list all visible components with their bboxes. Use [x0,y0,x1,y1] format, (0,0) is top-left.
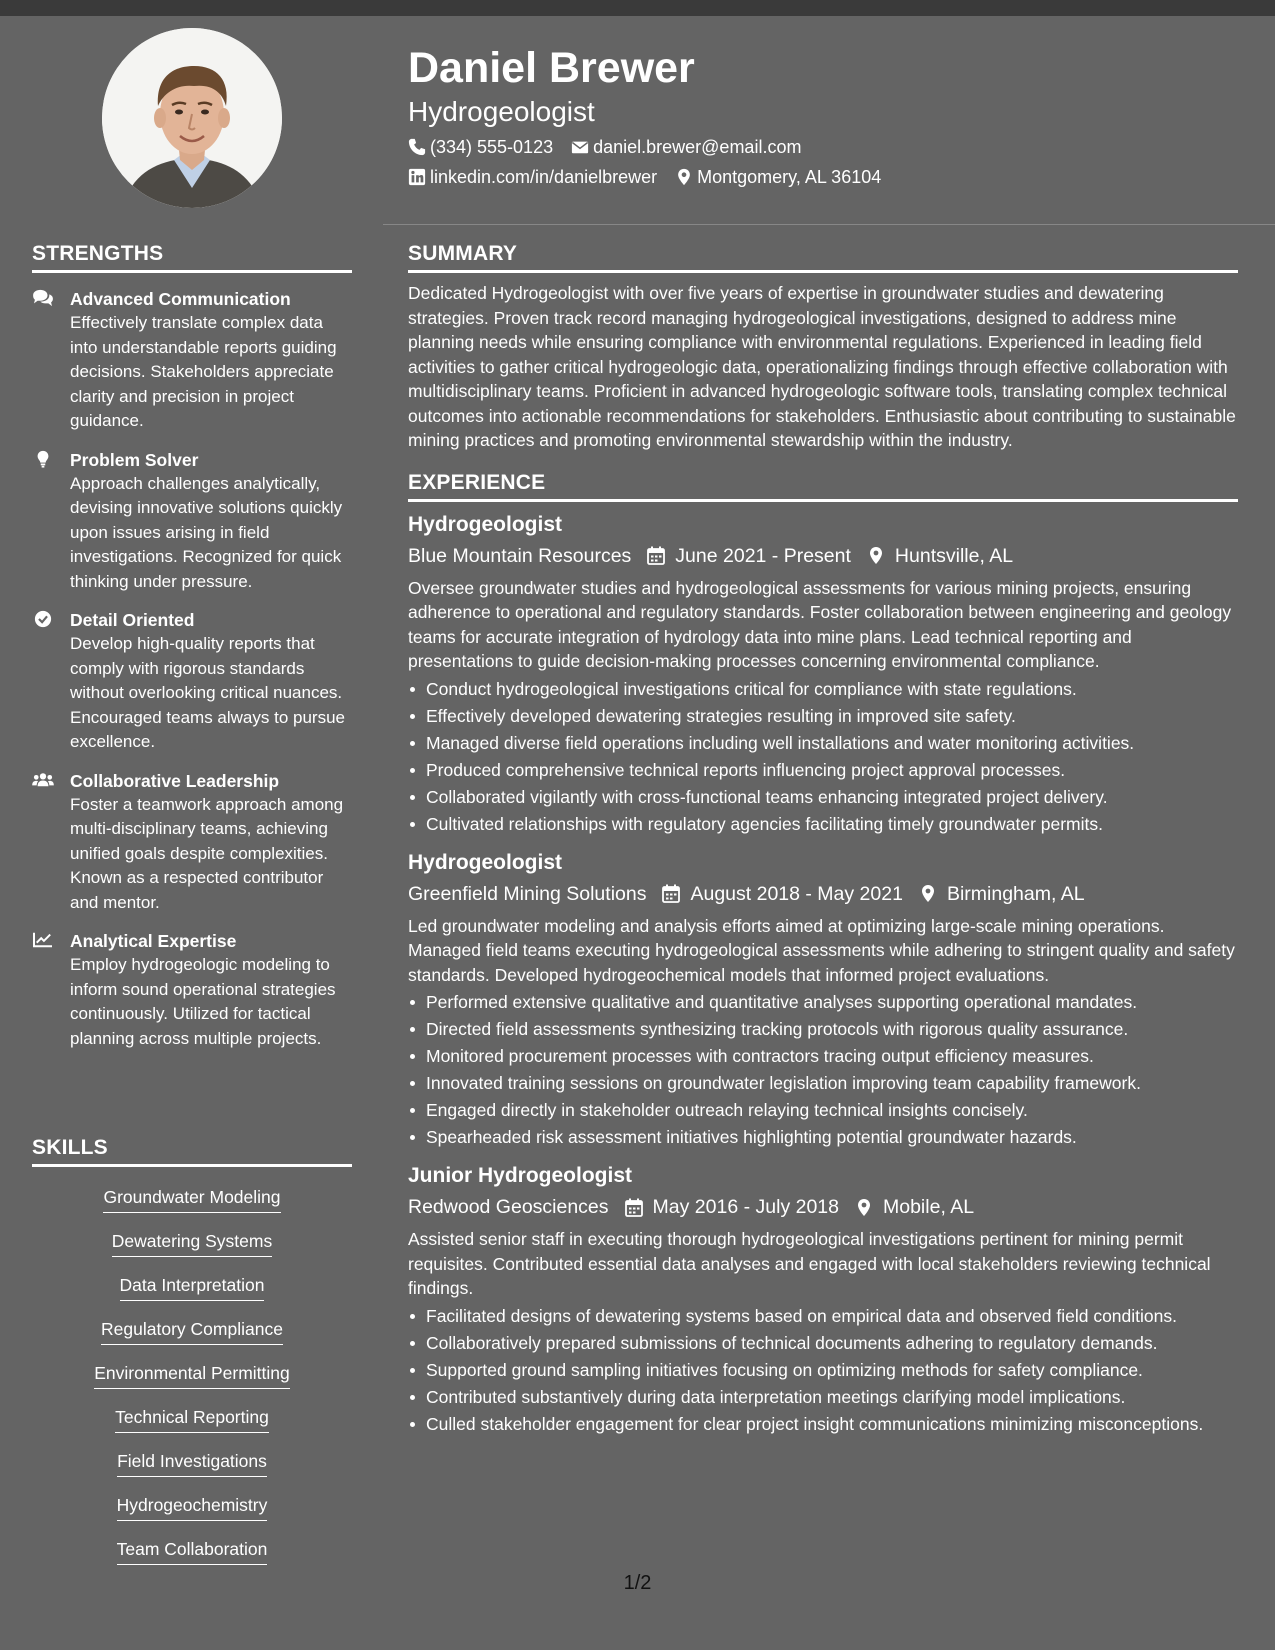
strength-description: Employ hydrogeologic modeling to inform sound operational strategies continuously. Utilized for tactical planning across multiple projects. [70,955,336,1048]
job-title: Hydrogeologist [408,850,563,874]
email-contact [571,132,801,162]
job-bullets [408,677,1238,836]
date-range: August 2018 - May 2021 [690,882,903,905]
job-bullet: Spearheaded risk assessment initiatives highlighting potential groundwater hazards. [408,1125,1238,1149]
location-contact [675,162,881,192]
job-bullet: Collaboratively prepared submissions of technical documents adhering to regulatory demands. [408,1331,1238,1355]
candidate-role: Hydrogeologist [408,96,595,127]
skill-item: Field Investigations [117,1449,267,1477]
right-column [408,242,1238,1436]
job-company [408,540,631,572]
linkedin-url: linkedin.com/in/danielbrewer [430,167,658,187]
job-bullets [408,1304,1238,1436]
phone-contact [408,132,553,162]
strength-item [32,769,352,916]
resume-page [0,16,1275,1650]
linkedin-contact [408,162,657,192]
company-name: Greenfield Mining Solutions [408,882,647,905]
location-name: Huntsville, AL [894,544,1014,567]
date-range: May 2016 - July 2018 [652,1196,839,1218]
strength-title: Problem Solver [70,449,199,470]
envelope-icon [571,138,589,156]
location-name: Mobile, AL [883,1196,975,1218]
job-bullet: Managed diverse field operations including well installations and water monitoring activities. [408,731,1238,755]
calendar-icon [647,546,665,565]
job-meta [408,540,1238,572]
job-bullet: Monitored procurement processes with contractors tracing output efficiency measures. [408,1044,1238,1068]
skill-item: Data Interpretation [120,1273,265,1301]
job-bullet: Contributed substantively during data interpretation meetings clarifying model implications. [408,1385,1238,1409]
skills-heading: SKILLS [32,1136,352,1167]
company-name: Blue Mountain Resources [408,544,632,567]
job-dates [625,1191,839,1223]
company-name: Redwood Geosciences [408,1196,609,1218]
job-bullet: Supported ground sampling initiatives focusing on optimizing methods for safety compliance. [408,1358,1238,1382]
skill-item: Technical Reporting [115,1405,269,1433]
window-top-bar [0,0,1275,16]
job-location [867,540,1013,572]
location-name: Birmingham, AL [946,882,1085,905]
experience-heading: EXPERIENCE [408,471,1238,502]
job-location [855,1191,974,1223]
job-dates [647,540,851,572]
job-meta [408,1191,1238,1223]
job-company [408,1191,609,1223]
calendar-icon [625,1198,643,1217]
job-entry [408,510,1238,836]
strength-title: Collaborative Leadership [70,770,280,791]
job-entry [408,1161,1238,1436]
calendar-icon [662,884,680,903]
job-title: Junior Hydrogeologist [408,1164,633,1187]
job-bullet: Conduct hydrogeological investigations critical for compliance with state regulations. [408,677,1238,701]
chart-line-icon [32,931,54,949]
users-icon [32,771,54,789]
strength-description: Approach challenges analytically, devising innovative solutions quickly upon issues arising in field investigations. Recognized for quick thinking under pressure. [70,473,343,591]
job-bullet: Collaborated vigilantly with cross-functional teams enhancing integrated project delivery. [408,785,1238,809]
profile-photo [102,28,282,208]
skills-section [32,1136,352,1565]
job-bullets [408,990,1238,1149]
strength-title: Advanced Communication [70,289,291,309]
email-address: daniel.brewer@email.com [593,137,802,157]
job-description: Led groundwater modeling and analysis efforts aimed at optimizing large-scale mining operations. Managed field teams executing hydrogeological assessments while adhering to stringent quality and safety standards. Developed hydrogeochemical models that informed project evaluations. [408,915,1235,985]
phone-icon [408,138,426,156]
resume-header [408,42,1238,192]
map-marker-icon [855,1198,873,1217]
job-bullet: Engaged directly in stakeholder outreach relaying technical insights concisely. [408,1098,1238,1122]
skill-item: Dewatering Systems [112,1229,272,1257]
map-marker-icon [919,884,937,903]
strength-title: Detail Oriented [70,610,195,630]
header-divider [383,224,1275,225]
strength-item [32,287,352,434]
contact-row-2 [408,162,1238,192]
skill-item: Team Collaboration [117,1537,268,1565]
job-location [919,878,1085,910]
job-description: Assisted senior staff in executing thorough hydrogeological investigations pertinent for mining permit requisites. Contributed essential data analyses and engaged with local stakeholders reviewing technical findings. [408,1229,1211,1298]
job-dates [662,878,902,910]
strength-description: Foster a teamwork approach among multi-disciplinary teams, achieving unified goals despite complexities. Known as a respected contributor and mentor. [70,794,344,912]
strength-description: Effectively translate complex data into understandable reports guiding decisions. Stakeholders appreciate clarity and precision in project guidance. [70,313,337,430]
contact-row-1 [408,132,1238,162]
skills-list [32,1185,352,1565]
job-bullet: Cultivated relationships with regulatory agencies facilitating timely groundwater permits. [408,812,1238,836]
job-company [408,878,646,910]
skill-item: Environmental Permitting [94,1361,290,1389]
check-circle-icon [32,610,54,628]
strength-item [32,929,352,1051]
lightbulb-icon [32,450,54,468]
strength-title: Analytical Expertise [70,931,237,951]
location-text: Montgomery, AL 36104 [697,167,882,187]
job-bullet: Facilitated designs of dewatering systems based on empirical data and observed field conditions. [408,1304,1238,1328]
summary-heading: SUMMARY [408,242,1238,273]
job-bullet: Produced comprehensive technical reports influencing project approval processes. [408,758,1238,782]
strengths-heading: STRENGTHS [32,242,352,273]
job-bullet: Directed field assessments synthesizing tracking protocols with rigorous quality assurance. [408,1017,1238,1041]
linkedin-icon [408,168,426,186]
job-description: Oversee groundwater studies and hydrogeological assessments for various mining projects, ensuring adherence to operational and regulatory standards. Foster collaboration between engineering and geology teams for accurate integration of hydrology data into mine plans. Lead technical reporting and presentations to guide decision-making processes concerning environmental compliance. [408,577,1232,671]
strength-description: Develop high-quality reports that comply with rigorous standards without overlooking critical nuances. Encouraged teams always to pursue excellence. [70,634,345,751]
job-entry [408,848,1238,1150]
job-bullet: Culled stakeholder engagement for clear project insight communications minimizing misconceptions. [408,1412,1238,1436]
strength-item [32,448,352,595]
candidate-name: Daniel Brewer [408,44,695,92]
skill-item: Groundwater Modeling [103,1185,280,1213]
summary-text: Dedicated Hydrogeologist with over five years of expertise in groundwater studies and dewatering strategies. Proven track record managing hydrogeological investigations, designed to address mine planning needs while ensuring compliance with environmental regulations. Experienced in leading field activities to gather critical hydrogeologic data, operationalizing findings through effective collaboration with multidisciplinary teams. Proficient in advanced hydrogeologic software tools, translating complex technical outcomes into actionable recommendations for stakeholders. Enthusiastic about contributing to sustainable mining practices and promoting environmental stewardship within the industry. [408,283,1236,450]
date-range: June 2021 - Present [675,544,851,567]
job-bullet: Innovated training sessions on groundwater legislation improving team capability framework. [408,1071,1238,1095]
job-title: Hydrogeologist [408,512,563,536]
comments-icon [32,289,54,307]
skill-item: Hydrogeochemistry [117,1493,268,1521]
strengths-section [32,242,352,1051]
profile-photo-illustration [102,28,282,208]
skill-item: Regulatory Compliance [101,1317,283,1345]
page-number: 1/2 [623,1572,652,1594]
phone-number: (334) 555-0123 [430,137,554,157]
strength-item [32,608,352,755]
job-meta [408,878,1238,910]
job-bullet: Performed extensive qualitative and quantitative analyses supporting operational mandates. [408,990,1238,1014]
map-marker-icon [867,546,885,565]
map-marker-icon [675,168,693,186]
job-bullet: Effectively developed dewatering strategies resulting in improved site safety. [408,704,1238,728]
